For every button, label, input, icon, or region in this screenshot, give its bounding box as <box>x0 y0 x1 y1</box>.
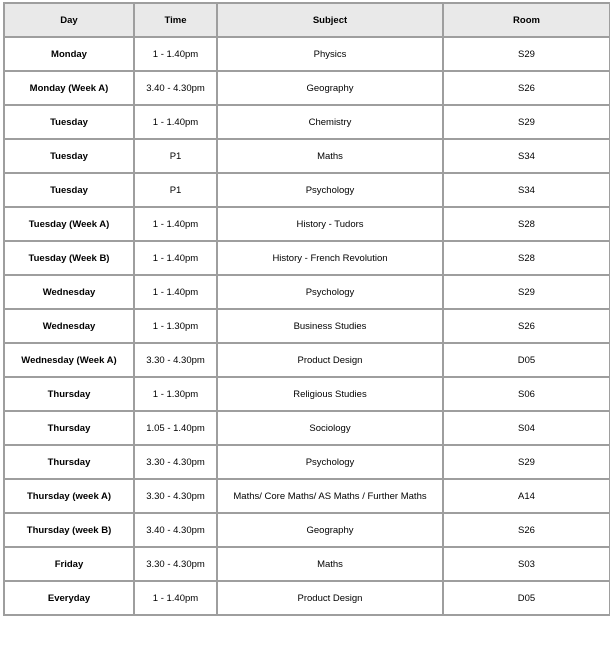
cell-room: S26 <box>443 513 610 547</box>
cell-time: 1 - 1.40pm <box>134 241 217 275</box>
cell-room: S06 <box>443 377 610 411</box>
table-row <box>4 377 610 411</box>
cell-time: 1.05 - 1.40pm <box>134 411 217 445</box>
cell-subject: Maths/ Core Maths/ AS Maths / Further Maths <box>217 479 443 513</box>
table-row <box>4 309 610 343</box>
cell-subject: Product Design <box>217 343 443 377</box>
cell-day: Tuesday <box>4 173 134 207</box>
cell-time: 1 - 1.40pm <box>134 105 217 139</box>
cell-room: D05 <box>443 343 610 377</box>
cell-time: 3.40 - 4.30pm <box>134 71 217 105</box>
table-header <box>4 3 610 37</box>
cell-time: P1 <box>134 139 217 173</box>
cell-day: Thursday <box>4 377 134 411</box>
cell-room: S04 <box>443 411 610 445</box>
timetable <box>3 2 610 616</box>
cell-time: 3.30 - 4.30pm <box>134 445 217 479</box>
cell-time: 1 - 1.30pm <box>134 309 217 343</box>
cell-room: S29 <box>443 275 610 309</box>
cell-day: Tuesday <box>4 139 134 173</box>
table-row <box>4 105 610 139</box>
table-row <box>4 547 610 581</box>
column-header-subject: Subject <box>217 3 443 37</box>
cell-time: 3.30 - 4.30pm <box>134 547 217 581</box>
table-row <box>4 411 610 445</box>
cell-day: Tuesday (Week B) <box>4 241 134 275</box>
table-row <box>4 207 610 241</box>
cell-time: 1 - 1.40pm <box>134 581 217 615</box>
cell-room: S28 <box>443 241 610 275</box>
cell-day: Wednesday (Week A) <box>4 343 134 377</box>
cell-room: S29 <box>443 105 610 139</box>
table-row <box>4 581 610 615</box>
cell-day: Everyday <box>4 581 134 615</box>
cell-time: P1 <box>134 173 217 207</box>
cell-day: Wednesday <box>4 309 134 343</box>
column-header-day: Day <box>4 3 134 37</box>
cell-day: Thursday <box>4 411 134 445</box>
table-row <box>4 241 610 275</box>
cell-subject: Physics <box>217 37 443 71</box>
cell-day: Thursday (week A) <box>4 479 134 513</box>
cell-time: 3.30 - 4.30pm <box>134 343 217 377</box>
table-row <box>4 71 610 105</box>
cell-day: Friday <box>4 547 134 581</box>
cell-subject: Psychology <box>217 445 443 479</box>
table-row <box>4 275 610 309</box>
column-header-room: Room <box>443 3 610 37</box>
cell-day: Monday <box>4 37 134 71</box>
cell-room: D05 <box>443 581 610 615</box>
cell-room: S29 <box>443 37 610 71</box>
cell-subject: Sociology <box>217 411 443 445</box>
table-row <box>4 445 610 479</box>
cell-subject: Chemistry <box>217 105 443 139</box>
cell-room: S26 <box>443 309 610 343</box>
header-row <box>4 3 610 37</box>
cell-time: 3.40 - 4.30pm <box>134 513 217 547</box>
table-row <box>4 173 610 207</box>
cell-room: S34 <box>443 139 610 173</box>
cell-room: S26 <box>443 71 610 105</box>
table-row <box>4 479 610 513</box>
cell-subject: Psychology <box>217 173 443 207</box>
cell-time: 1 - 1.40pm <box>134 207 217 241</box>
cell-time: 1 - 1.40pm <box>134 37 217 71</box>
cell-room: S29 <box>443 445 610 479</box>
cell-day: Tuesday (Week A) <box>4 207 134 241</box>
cell-subject: Business Studies <box>217 309 443 343</box>
cell-subject: Maths <box>217 547 443 581</box>
cell-subject: History - French Revolution <box>217 241 443 275</box>
cell-room: A14 <box>443 479 610 513</box>
table-row <box>4 37 610 71</box>
cell-subject: History - Tudors <box>217 207 443 241</box>
cell-room: S28 <box>443 207 610 241</box>
cell-time: 3.30 - 4.30pm <box>134 479 217 513</box>
cell-subject: Maths <box>217 139 443 173</box>
cell-day: Thursday (week B) <box>4 513 134 547</box>
cell-subject: Geography <box>217 513 443 547</box>
table-body <box>4 37 610 615</box>
cell-subject: Product Design <box>217 581 443 615</box>
cell-time: 1 - 1.40pm <box>134 275 217 309</box>
cell-room: S34 <box>443 173 610 207</box>
table-row <box>4 343 610 377</box>
cell-time: 1 - 1.30pm <box>134 377 217 411</box>
cell-subject: Psychology <box>217 275 443 309</box>
cell-subject: Religious Studies <box>217 377 443 411</box>
cell-day: Tuesday <box>4 105 134 139</box>
column-header-time: Time <box>134 3 217 37</box>
cell-room: S03 <box>443 547 610 581</box>
cell-day: Wednesday <box>4 275 134 309</box>
table-row <box>4 139 610 173</box>
table-row <box>4 513 610 547</box>
cell-day: Thursday <box>4 445 134 479</box>
cell-subject: Geography <box>217 71 443 105</box>
cell-day: Monday (Week A) <box>4 71 134 105</box>
